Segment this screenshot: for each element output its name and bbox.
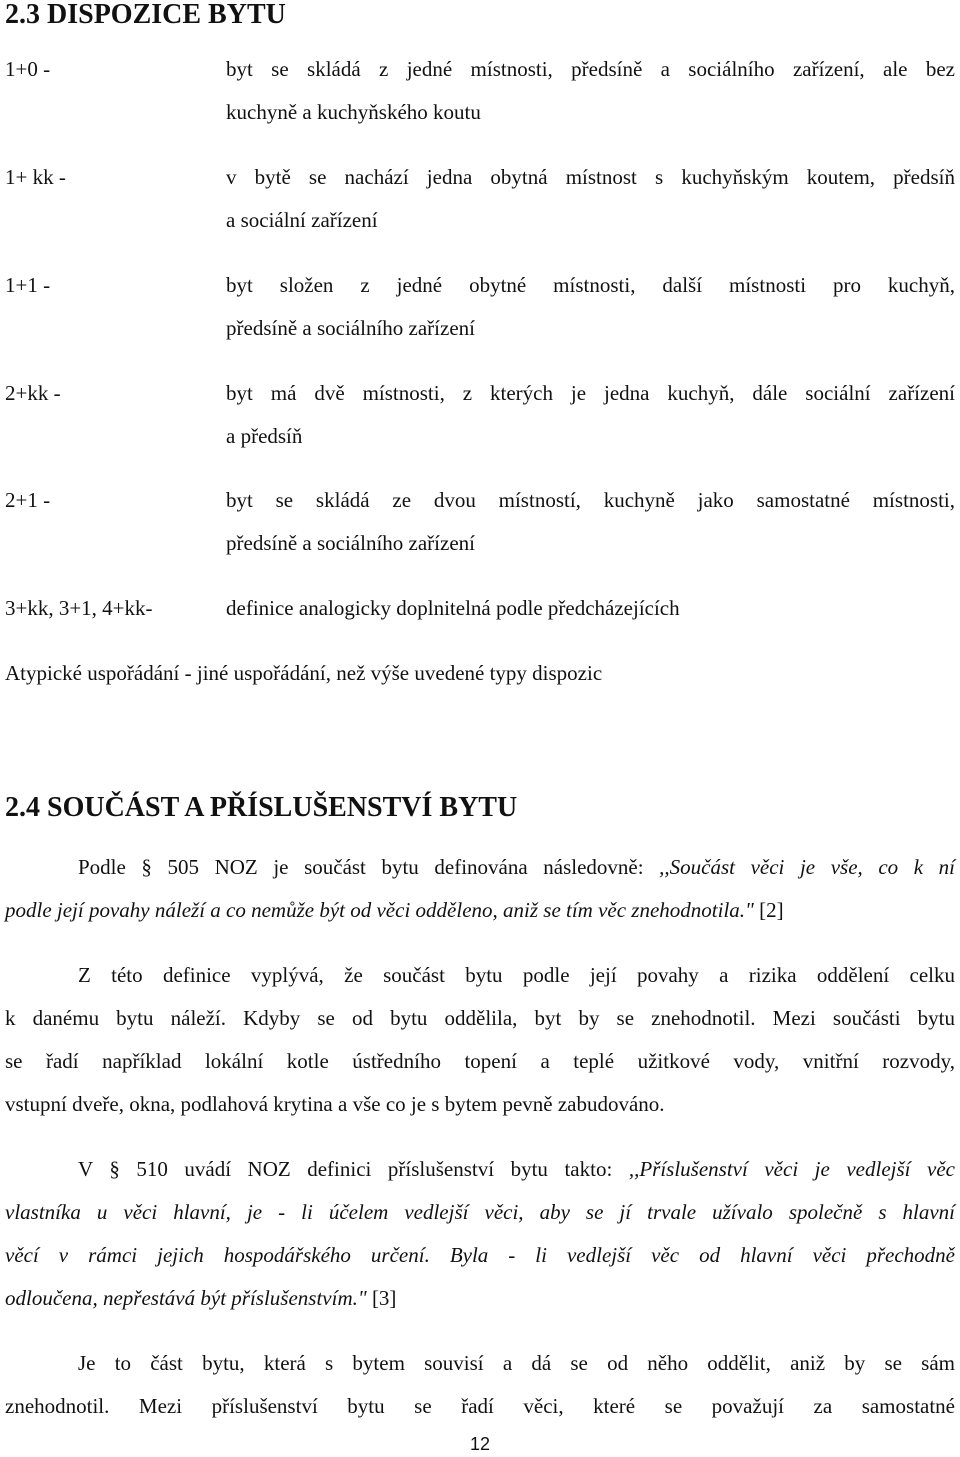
paragraph-line [5, 889, 955, 932]
paragraph-line [5, 846, 955, 889]
page-number: 12 [469, 1434, 491, 1454]
definition-2-1-line1: byt se skládá ze dvou místností, kuchyně jako samostatné místnosti, [226, 488, 955, 512]
definition-1-1-line1: byt složen z jedné obytné místnosti, další místnosti pro kuchyň, [226, 273, 955, 297]
quote-text: odloučena, nepřestává být příslušenstvím." [5, 1286, 367, 1310]
paragraph-prislusenstvi [5, 1342, 955, 1428]
term-2-kk: 2+kk - [5, 381, 61, 405]
section-heading-dispozice: 2.3 DISPOZICE BYTU [5, 0, 286, 30]
paragraph-line: vlastníka u věci hlavní, je - li účelem vedlejší věci, aby se jí trvale užívalo společně s hlavní [5, 1200, 955, 1224]
definition-1-1-line2: předsíně a sociálního zařízení [226, 316, 475, 340]
text-run: V § 510 uvádí NOZ definici příslušenství bytu takto: [78, 1157, 629, 1181]
term-3kk-3-1-4kk: 3+kk, 3+1, 4+kk- [5, 596, 153, 620]
paragraph-line: Je to část bytu, která s bytem souvisí a dá se od něho oddělit, aniž by se sám [78, 1351, 955, 1375]
paragraph-definition-implication [5, 954, 955, 1126]
citation-ref: [2] [753, 898, 784, 922]
paragraph-line: se řadí například lokální kotle ústředního topení a teplé užitkové vody, vnitřní rozvody, [5, 1049, 955, 1073]
term-2-1: 2+1 - [5, 488, 51, 512]
paragraph-line: vstupní dveře, okna, podlahová krytina a vše co je s bytem pevně zabudováno. [5, 1092, 665, 1116]
term-1-1: 1+1 - [5, 273, 51, 297]
paragraph-line: Z této definice vyplývá, že součást bytu podle její povahy a rizika oddělení celku [78, 963, 955, 987]
citation-ref: [3] [366, 1286, 397, 1310]
term-1-kk: 1+ kk - [5, 165, 66, 189]
definition-1-kk-line2: a sociální zařízení [226, 208, 378, 232]
atypical-arrangement-text: Atypické uspořádání - jiné uspořádání, než výše uvedené typy dispozic [5, 661, 603, 685]
definition-2-kk-line1: byt má dvě místnosti, z kterých je jedna kuchyň, dále sociální zařízení [226, 381, 955, 405]
definition-1-0-line2: kuchyně a kuchyňského koutu [226, 100, 481, 124]
definition-2-1-line2: předsíně a sociálního zařízení [226, 531, 475, 555]
quote-text: ,,Součást věci je vše, co k ní [659, 855, 955, 879]
quote-text: ,,Příslušenství věci je vedlejší věc [628, 1157, 955, 1181]
definition-1-kk-line1: v bytě se nachází jedna obytná místnost s kuchyňským koutem, předsíň [226, 165, 955, 189]
definition-2-kk-line2: a předsíň [226, 424, 303, 448]
definition-3kk-line1: definice analogicky doplnitelná podle předcházejících [226, 596, 680, 620]
paragraph-line: k danému bytu náleží. Kdyby se od bytu oddělila, byt by se znehodnotil. Mezi součásti bytu [5, 1006, 955, 1030]
paragraph-line [5, 1148, 955, 1191]
paragraph-line: věcí v rámci jejich hospodářského určení. Byla - li vedlejší věc od hlavní věci přechodně [5, 1243, 955, 1267]
quote-text: podle její povahy náleží a co nemůže být od věci odděleno, aniž se tím věc znehodnotila." [5, 898, 754, 922]
term-1-0: 1+0 - [5, 57, 51, 81]
definition-1-0-line1: byt se skládá z jedné místnosti, předsíně a sociálního zařízení, ale bez [226, 57, 955, 81]
section-heading-soucast: 2.4 SOUČÁST A PŘÍSLUŠENSTVÍ BYTU [5, 792, 518, 823]
paragraph-510-noz [5, 1148, 955, 1320]
text-run: Podle § 505 NOZ je součást bytu definována následovně: [78, 855, 660, 879]
paragraph-505-noz [5, 846, 955, 932]
paragraph-line [5, 1277, 955, 1320]
paragraph-line: znehodnotil. Mezi příslušenství bytu se řadí věci, které se považují za samostatné [5, 1394, 955, 1418]
